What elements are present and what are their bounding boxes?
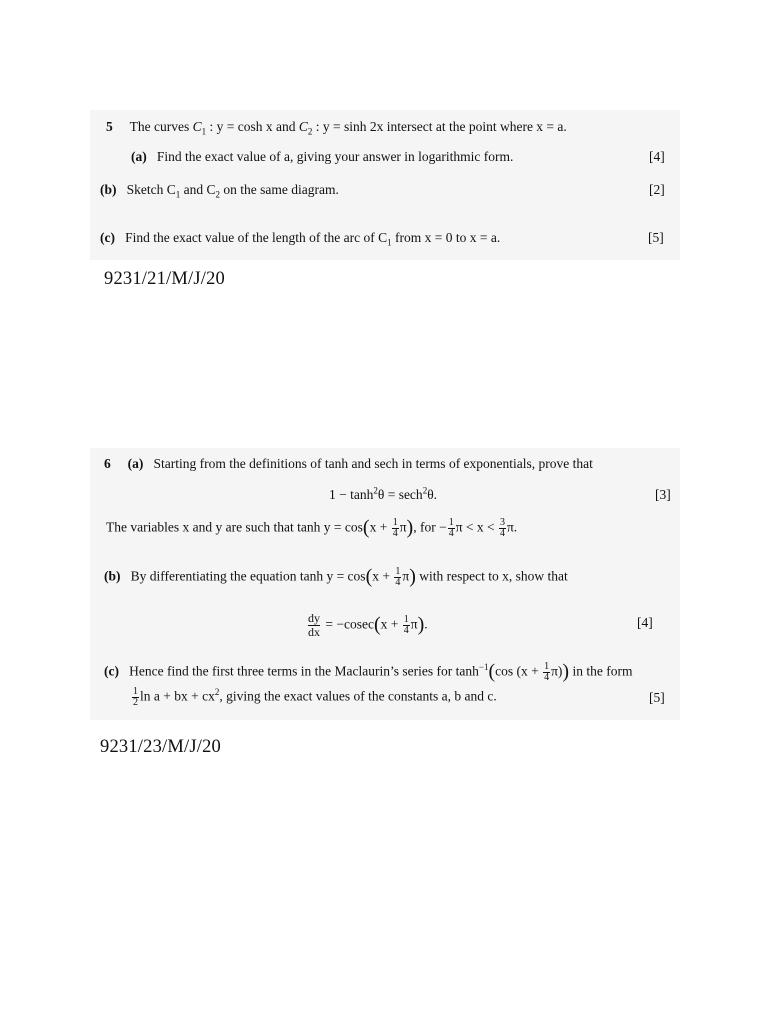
q5b-sub1: 1 — [175, 189, 181, 200]
q5c-label: (c) — [100, 230, 115, 245]
q6b-result-end: . — [424, 616, 428, 632]
q6b-pi: π — [402, 568, 410, 584]
q6b-fraction — [394, 567, 401, 588]
q5c-sub1: 1 — [387, 237, 392, 248]
fraction-numerator: 1 — [448, 517, 454, 528]
paper-code-2: 9231/23/M/J/20 — [100, 737, 222, 757]
q6a-identity-mid: θ = sech — [377, 487, 423, 502]
fraction-numerator: 1 — [544, 661, 550, 672]
q6b-line — [104, 567, 568, 588]
q6a-label: (a) — [127, 456, 144, 471]
q6-variables-line — [106, 518, 517, 539]
fraction-numerator: 1 — [133, 686, 138, 697]
fraction-numerator: 1 — [403, 614, 409, 625]
q6b-result-x-plus: x + — [380, 616, 402, 632]
q5c-text-post: from x = 0 to x = a. — [391, 230, 501, 245]
close-paren: ) — [409, 565, 416, 588]
q6b-result-pre: = −cosec — [322, 616, 374, 632]
q6c-marks: [5] — [649, 690, 665, 705]
q6a-identity — [329, 486, 437, 504]
q5-c2-name: C — [298, 119, 308, 134]
q6a-marks: [3] — [655, 487, 671, 502]
derivative-denominator: dx — [308, 625, 320, 639]
q5a-line — [131, 148, 513, 166]
q6c-cos-pre: cos (x + — [495, 663, 543, 679]
fraction-denominator: 4 — [395, 577, 401, 588]
q6b-result — [308, 612, 428, 639]
q5a-label: (a) — [131, 149, 147, 164]
q5a-marks: [4] — [649, 149, 665, 164]
q6-vars-pi: π — [399, 519, 407, 535]
fraction-denominator: 4 — [544, 672, 550, 683]
derivative-numerator: dy — [308, 611, 320, 625]
q5b-line — [100, 181, 339, 199]
q6c-cos-post: π) — [551, 663, 563, 679]
q6c-label: (c) — [104, 663, 119, 679]
q6-number: 6 — [104, 456, 111, 471]
q6a-text: Starting from the definitions of tanh and sech in terms of exponentials, prove that — [153, 456, 593, 471]
q6a-line — [104, 455, 593, 473]
fraction-numerator: 1 — [395, 566, 401, 577]
q6-vars-x-plus: x + — [369, 519, 391, 535]
q6-vars-range-post: π. — [506, 519, 518, 535]
open-paren: ( — [488, 660, 496, 683]
q6-vars-fraction — [392, 518, 399, 539]
q6c-line2-pre: ln a + bx + cx — [140, 688, 215, 704]
q5-c1-name: C — [192, 119, 202, 134]
q6b-text-pre: By differentiating the equation tanh y = cos — [130, 568, 366, 584]
open-paren: ( — [362, 516, 370, 539]
q5b-marks: [2] — [649, 182, 665, 197]
q6c-cos-fraction — [543, 662, 550, 683]
q6-range-fraction-2 — [499, 518, 506, 539]
q5-c2-sub: 2 — [307, 126, 313, 137]
q6b-result-post: π — [410, 616, 418, 632]
q5-c1-eq: : y = cosh x and — [206, 119, 299, 134]
q6b-derivative — [308, 612, 320, 639]
q6-range-fraction-1 — [448, 518, 455, 539]
open-paren: ( — [373, 613, 381, 636]
q5c-marks: [5] — [648, 230, 664, 245]
fraction-denominator: 4 — [403, 625, 409, 636]
close-paren: ) — [417, 613, 425, 636]
fraction-denominator: 4 — [448, 528, 454, 539]
close-paren: ) — [406, 516, 414, 539]
q5b-text-pre: Sketch C — [126, 182, 176, 197]
fraction-numerator: 1 — [392, 517, 398, 528]
q5-c1-sub: 1 — [201, 126, 207, 137]
q5b-text-post: on the same diagram. — [220, 182, 339, 197]
fraction-numerator: 3 — [499, 517, 505, 528]
q6c-line-2 — [131, 687, 497, 708]
open-paren: ( — [365, 565, 373, 588]
q6b-marks: [4] — [637, 615, 653, 630]
q6c-line2-sup: 2 — [214, 687, 220, 698]
q6-vars-range-mid: π < x < — [455, 519, 498, 535]
q6a-identity-pre: 1 − tanh — [329, 487, 374, 502]
q6a-identity-post: θ. — [427, 487, 438, 502]
q6c-line2-post: , giving the exact values of the constants a, b and c. — [219, 688, 497, 704]
close-paren: ) — [562, 660, 570, 683]
q5-stem-pre: The curves — [129, 119, 193, 134]
paper-code-1: 9231/21/M/J/20 — [104, 269, 226, 289]
q6b-text-post: with respect to x, show that — [415, 568, 568, 584]
q6c-text-pre: Hence find the first three terms in the Maclaurin’s series for tanh — [129, 663, 479, 679]
fraction-denominator: 4 — [392, 528, 398, 539]
fraction-denominator: 4 — [499, 528, 505, 539]
q6c-line-1 — [104, 662, 632, 683]
q6c-inv-sup: −1 — [478, 662, 489, 673]
q5-c2-eq: : y = sinh 2x intersect at the point where x = a. — [312, 119, 567, 134]
q5a-text: Find the exact value of a, giving your answer in logarithmic form. — [156, 149, 514, 164]
q5c-text-pre: Find the exact value of the length of the arc of C — [125, 230, 388, 245]
q6-vars-range-pre: , for − — [413, 519, 447, 535]
q5b-label: (b) — [100, 182, 117, 197]
q6b-label: (b) — [104, 568, 121, 584]
q6-vars-text-pre: The variables x and y are such that tanh y = cos — [106, 519, 363, 535]
fraction-denominator: 2 — [133, 697, 138, 708]
q5b-text-mid: and C — [180, 182, 216, 197]
q6b-x-plus: x + — [372, 568, 394, 584]
q6c-half-fraction — [132, 687, 139, 708]
q6c-text-post: in the form — [569, 663, 633, 679]
q5c-line — [100, 229, 500, 247]
q5-stem — [106, 118, 567, 136]
q5b-sub2: 2 — [215, 189, 220, 200]
q5-number: 5 — [106, 119, 113, 134]
q6a-identity-sup1: 2 — [373, 485, 378, 496]
q6b-result-fraction — [403, 615, 410, 636]
q6a-identity-sup2: 2 — [422, 485, 428, 496]
